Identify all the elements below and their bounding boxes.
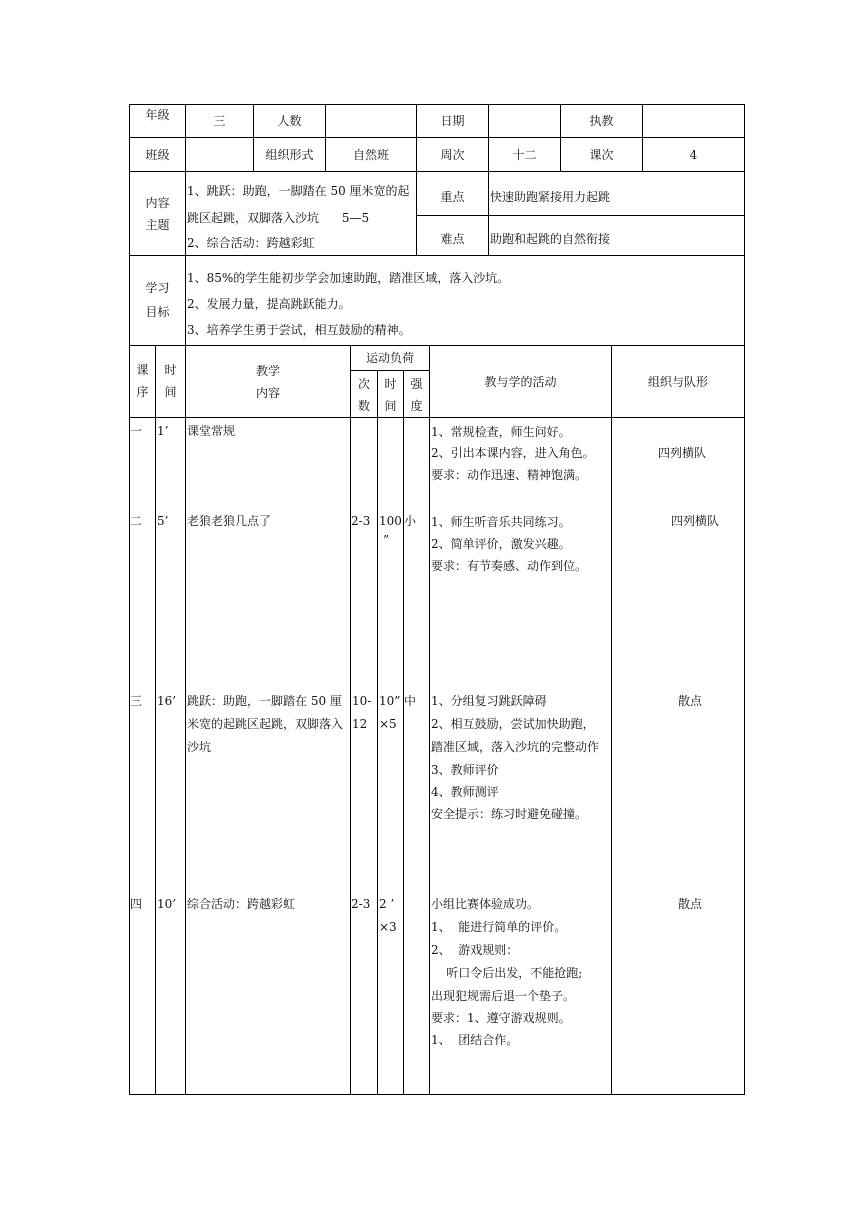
row-duration: ×3 bbox=[379, 920, 397, 934]
lesson-label: 课次 bbox=[589, 148, 614, 162]
teacher-label: 执教 bbox=[589, 114, 614, 128]
row-activity: 要求：1、遵守游戏规则。 bbox=[431, 1011, 571, 1025]
content-line-1: 1、跳跃：助跑，一脚踏在 50 厘米宽的起 bbox=[187, 184, 410, 198]
goals-label-1: 学习 bbox=[145, 281, 170, 295]
row-content: 跳跃：助跑，一脚踏在 50 厘 bbox=[187, 694, 342, 708]
row-activity: 1、常规检查，师生问好。 bbox=[431, 425, 571, 439]
row-activity: 1、师生听音乐共同练习。 bbox=[431, 515, 571, 529]
col-intensity-2: 度 bbox=[410, 399, 423, 413]
row-duration: 100 bbox=[379, 514, 402, 528]
row-activity: 要求：有节奏感、动作到位。 bbox=[431, 559, 588, 573]
content-line-3: 2、综合活动：跨越彩虹 bbox=[187, 236, 315, 250]
v-line-count bbox=[377, 370, 378, 1095]
content-line-2: 跳区起跳，双脚落入沙坑 5—5 bbox=[187, 211, 370, 225]
row-order: 四 bbox=[130, 897, 143, 911]
content-label-1: 内容 bbox=[145, 196, 170, 210]
col-order-2: 序 bbox=[136, 385, 149, 399]
v-line-c3 bbox=[488, 171, 489, 255]
row-duration: 10” bbox=[379, 694, 401, 708]
h-line-2 bbox=[129, 171, 745, 172]
row-formation: 散点 bbox=[677, 694, 702, 708]
row-activity: 2、简单评价，激发兴趣。 bbox=[431, 537, 571, 551]
row-count: 2-3 bbox=[351, 897, 371, 911]
row-duration: ×5 bbox=[379, 717, 397, 731]
col-duration-2: 间 bbox=[384, 399, 397, 413]
row-activity: 踏准区域，落入沙坑的完整动作 bbox=[431, 740, 600, 754]
row-count: 10- bbox=[352, 694, 372, 708]
h-line-4 bbox=[129, 345, 745, 346]
row-order: 一 bbox=[130, 424, 143, 438]
row-time: 16’ bbox=[157, 694, 177, 708]
h-line-key bbox=[416, 215, 745, 216]
v-line-order bbox=[155, 345, 156, 1095]
row-content: 沙坑 bbox=[187, 740, 212, 754]
row-activity: 要求：动作迅速、精神饱满。 bbox=[431, 468, 588, 482]
row-time: 1’ bbox=[157, 424, 169, 438]
border-bottom bbox=[129, 1094, 745, 1095]
row-activity: 小组比赛体验成功。 bbox=[431, 897, 540, 911]
row-content: 课堂常规 bbox=[187, 424, 236, 438]
row-content: 老狼老狼几点了 bbox=[187, 514, 272, 528]
col-order-1: 课 bbox=[136, 363, 149, 377]
border-right bbox=[744, 104, 745, 1095]
v-line-intensity bbox=[429, 345, 430, 1095]
goals-label-2: 目标 bbox=[145, 305, 170, 319]
org-value: 自然班 bbox=[352, 148, 389, 162]
row-activity: 出现犯规需后退一个垫子。 bbox=[431, 989, 576, 1003]
row-order: 二 bbox=[130, 514, 143, 528]
row-intensity: 中 bbox=[404, 694, 417, 708]
col-count-1: 次 bbox=[357, 377, 370, 391]
col-activity: 教与学的活动 bbox=[484, 375, 557, 389]
date-label: 日期 bbox=[440, 114, 465, 128]
row-activity: 1、 能进行简单的评价。 bbox=[431, 920, 567, 934]
row-activity: 听口令后出发，不能抢跑; bbox=[431, 966, 583, 980]
row-count: 2-3 bbox=[351, 514, 371, 528]
goal-item: 3、培养学生勇于尝试，相互鼓励的精神。 bbox=[187, 323, 411, 337]
people-label: 人数 bbox=[277, 114, 302, 128]
col-duration-1: 时 bbox=[384, 377, 397, 391]
grade-value: 三 bbox=[213, 114, 226, 128]
col-load: 运动负荷 bbox=[365, 351, 414, 365]
goal-item: 1、85%的学生能初步学会加速助跑，踏准区域，落入沙坑。 bbox=[187, 271, 510, 285]
row-content: 米宽的起跳区起跳，双脚落入 bbox=[187, 717, 344, 731]
col-time-1: 时 bbox=[164, 363, 177, 377]
class-label: 班级 bbox=[145, 148, 170, 162]
content-label-2: 主题 bbox=[145, 218, 170, 232]
row-duration: ” bbox=[383, 533, 390, 547]
col-content-1: 教学 bbox=[255, 364, 280, 378]
row-time: 10’ bbox=[157, 897, 177, 911]
col-intensity-1: 强 bbox=[410, 377, 423, 391]
row-activity: 1、分组复习跳跃障碍 bbox=[431, 694, 547, 708]
v-line-c1 bbox=[185, 171, 186, 255]
row-formation: 四列横队 bbox=[670, 514, 719, 528]
key-point-value: 快速助跑紧接用力起跳 bbox=[490, 190, 611, 204]
v-line-time bbox=[185, 345, 186, 1095]
week-value: 十二 bbox=[512, 148, 537, 162]
week-label: 周次 bbox=[440, 148, 465, 162]
row-time: 5’ bbox=[157, 514, 169, 528]
row-count: 12 bbox=[352, 717, 368, 731]
h-line-load bbox=[350, 370, 429, 371]
row-activity: 3、教师评价 bbox=[431, 763, 499, 777]
difficulty-label: 难点 bbox=[440, 232, 465, 246]
border-top bbox=[129, 104, 745, 105]
col-formation: 组织与队形 bbox=[647, 375, 708, 389]
row-formation: 散点 bbox=[677, 897, 702, 911]
row-duration: 2 ’ bbox=[379, 897, 395, 911]
row-activity: 2、相互鼓励，尝试加快助跑， bbox=[431, 717, 595, 731]
row-order: 三 bbox=[130, 694, 143, 708]
row-activity: 4、教师测评 bbox=[431, 785, 499, 799]
col-content-2: 内容 bbox=[255, 386, 280, 400]
h-line-3 bbox=[129, 255, 745, 256]
v-line-g1 bbox=[185, 255, 186, 345]
row-activity: 2、 游戏规则： bbox=[431, 943, 519, 957]
org-label: 组织形式 bbox=[265, 148, 314, 162]
row-activity: 2、引出本课内容，进入角色。 bbox=[431, 446, 595, 460]
v-line-content bbox=[350, 345, 351, 1095]
v-line-duration bbox=[403, 370, 404, 1095]
row-activity: 安全提示：练习时避免碰撞。 bbox=[431, 807, 588, 821]
col-count-2: 数 bbox=[357, 399, 370, 413]
lesson-value: 4 bbox=[689, 148, 698, 162]
row-activity: 1、 团结合作。 bbox=[431, 1033, 519, 1047]
grade-label: 年级 bbox=[145, 108, 170, 122]
h-line-5 bbox=[129, 417, 745, 418]
goal-item: 2、发展力量，提高跳跃能力。 bbox=[187, 297, 351, 311]
key-point-label: 重点 bbox=[440, 190, 465, 204]
row-formation: 四列横队 bbox=[657, 446, 706, 460]
row-intensity: 小 bbox=[404, 514, 417, 528]
difficulty-value: 助跑和起跳的自然衔接 bbox=[490, 232, 611, 246]
col-time-2: 间 bbox=[164, 385, 177, 399]
border-left bbox=[129, 104, 130, 1095]
h-line-1 bbox=[129, 137, 745, 138]
row-content: 综合活动：跨越彩虹 bbox=[187, 897, 296, 911]
